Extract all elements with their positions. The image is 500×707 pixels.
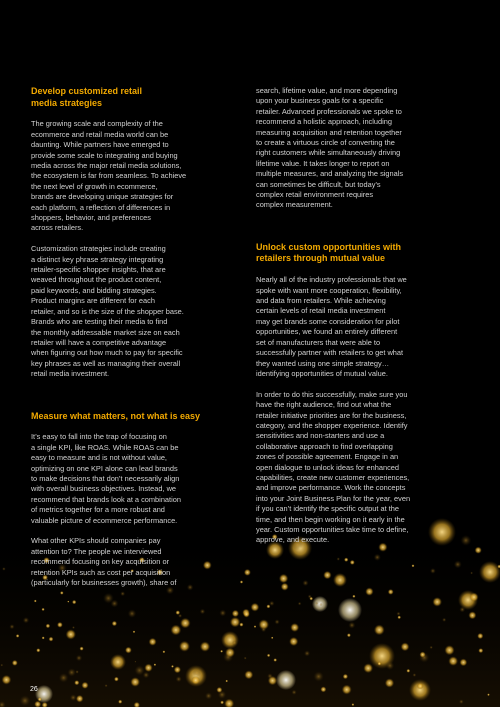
bokeh-light bbox=[430, 646, 433, 649]
bokeh-light bbox=[244, 670, 253, 679]
bokeh-light bbox=[261, 627, 266, 632]
bokeh-light bbox=[128, 609, 137, 618]
bokeh-light bbox=[352, 595, 355, 598]
bokeh-light bbox=[191, 676, 200, 685]
bokeh-light bbox=[343, 674, 348, 679]
bokeh-light bbox=[477, 633, 483, 639]
bokeh-light bbox=[219, 610, 226, 617]
bokeh-light bbox=[432, 597, 442, 607]
bokeh-light bbox=[268, 676, 277, 685]
bokeh-light bbox=[76, 655, 82, 661]
bokeh-light-large bbox=[479, 561, 500, 583]
page-number: 26 bbox=[30, 686, 38, 693]
bokeh-light bbox=[9, 624, 14, 629]
bokeh-light bbox=[251, 603, 260, 612]
bokeh-light bbox=[308, 595, 312, 599]
bokeh-light bbox=[385, 678, 394, 687]
bokeh-light bbox=[298, 602, 302, 606]
bokeh-light bbox=[171, 665, 174, 668]
bokeh-light bbox=[36, 648, 40, 652]
bokeh-light bbox=[289, 637, 298, 646]
bokeh-light-large bbox=[409, 679, 431, 701]
bokeh-light bbox=[143, 672, 150, 679]
bokeh-light bbox=[459, 699, 464, 704]
bokeh-light bbox=[454, 560, 462, 568]
bokeh-light bbox=[347, 633, 351, 637]
bokeh-light bbox=[232, 640, 237, 645]
bokeh-light bbox=[220, 701, 224, 705]
bokeh-light bbox=[114, 677, 119, 682]
bokeh-light bbox=[412, 564, 415, 567]
bokeh-light bbox=[448, 656, 458, 666]
bokeh-light bbox=[76, 695, 84, 703]
bokeh-light-large bbox=[110, 654, 126, 670]
bokeh-light bbox=[67, 601, 69, 603]
bokeh-light bbox=[442, 618, 446, 622]
paragraph-other-kpis: What other KPIs should companies pay attention to? The people we interviewed recommend focusing on key acquisition or retention KPIs such as cost per acquisition (particularly for businesses growth), share of bbox=[31, 536, 177, 588]
bokeh-light bbox=[72, 626, 75, 629]
bokeh-light bbox=[20, 695, 31, 706]
bokeh-light bbox=[244, 569, 251, 576]
heading-unlock-opportunities: Unlock custom opportunities with retailers through mutual value bbox=[256, 241, 402, 264]
bokeh-light bbox=[49, 637, 54, 642]
bokeh-light bbox=[2, 675, 12, 685]
bokeh-light bbox=[315, 602, 318, 605]
bokeh-light bbox=[475, 547, 482, 554]
bokeh-light bbox=[2, 567, 6, 571]
bokeh-light bbox=[218, 691, 226, 699]
bokeh-light-large bbox=[338, 598, 362, 622]
bokeh-light bbox=[144, 664, 152, 672]
bokeh-light bbox=[178, 614, 182, 618]
bokeh-light bbox=[417, 683, 424, 690]
bokeh-light bbox=[352, 703, 355, 706]
bokeh-light bbox=[363, 663, 373, 673]
bokeh-light bbox=[112, 621, 117, 626]
bokeh-light bbox=[267, 654, 270, 657]
bokeh-light bbox=[163, 650, 166, 653]
bokeh-light bbox=[401, 642, 410, 651]
paragraph-customization-strategies: Customization strategies include creating a distinct key phrase strategy integrating retailer-specific shopper insights, that are weaved throughout the product content, paid keywords, and bidding strategies. Product margins are different for each retailer, and so is the size of the shopper base. Brands who are testing their media to find the monthly addressable market size on each retailer will have a competitive advantage when figuring out how much to pay for specific key phrases as well as managing their overall retail media investment. bbox=[31, 244, 184, 379]
bokeh-light bbox=[386, 661, 395, 670]
bokeh-light bbox=[200, 641, 210, 651]
bokeh-light bbox=[342, 685, 352, 695]
bokeh-light bbox=[134, 661, 136, 663]
bokeh-light bbox=[118, 700, 122, 704]
bokeh-light bbox=[72, 600, 76, 604]
bokeh-light bbox=[133, 631, 136, 634]
bokeh-light bbox=[16, 634, 20, 638]
paragraph-right-audience: In order to do this successfully, make sure you have the right audience, find out what the retailer initiative priorities are for the business, category, and the shopper experience. Identify sensitivities and non-starters and use a collaborative approach to find overlapping zones of possible agreement. Engage in an open dialogue to unlock ideas for enhanced capabilities, create new customer experiences, and improve performance. Work the concepts into your Joint Business Plan for the year, even if you can’t identify the specific output at the time, and then begin working on it early in the year. Custom opportunities take time to define, approve, and execute. bbox=[256, 389, 411, 545]
bokeh-light bbox=[59, 673, 69, 683]
bokeh-light bbox=[313, 671, 323, 681]
heading-customized-strategies: Develop customized retail media strategies bbox=[31, 86, 143, 108]
bokeh-light bbox=[275, 619, 280, 624]
bokeh-light bbox=[459, 607, 465, 613]
bokeh-light bbox=[154, 663, 157, 666]
bokeh-light bbox=[232, 610, 239, 617]
bokeh-light bbox=[0, 664, 3, 667]
bokeh-light bbox=[281, 583, 289, 591]
bokeh-light bbox=[397, 616, 401, 620]
right-column bbox=[256, 86, 436, 556]
bokeh-light bbox=[377, 662, 381, 666]
bokeh-light bbox=[365, 587, 373, 595]
bokeh-light-large bbox=[221, 631, 239, 649]
paragraph-single-kpi-trap: It’s easy to fall into the trap of focusing on a single KPI, like ROAS. While ROAS can be easy to measure and is not without value, optimizing on one KPI alone can lead brands to make decisions that don’t necessarily align with overall business objectives. Instead, we recommend that brands look at a combination of metrics together for a more robust and valuable picture of ecommerce performance. bbox=[31, 432, 181, 525]
bokeh-light bbox=[430, 568, 436, 574]
bokeh-light bbox=[413, 673, 417, 677]
bokeh-light bbox=[406, 669, 410, 673]
bokeh-light bbox=[292, 690, 297, 695]
bokeh-light bbox=[470, 572, 473, 575]
bokeh-light bbox=[320, 686, 326, 692]
bokeh-light bbox=[344, 558, 348, 562]
bokeh-light bbox=[225, 648, 235, 658]
bokeh-light bbox=[149, 638, 157, 646]
bokeh-light bbox=[323, 571, 331, 579]
bokeh-light bbox=[220, 650, 223, 653]
bokeh-light-large bbox=[276, 670, 296, 690]
bokeh-light bbox=[388, 589, 394, 595]
bokeh-light bbox=[200, 609, 206, 615]
bokeh-light bbox=[70, 694, 77, 701]
bokeh-light bbox=[337, 557, 340, 560]
bokeh-light bbox=[271, 637, 273, 639]
bokeh-light bbox=[478, 648, 483, 653]
bokeh-light bbox=[66, 629, 76, 639]
bokeh-light-large bbox=[333, 573, 347, 587]
bokeh-light bbox=[34, 600, 37, 603]
bokeh-light bbox=[225, 680, 228, 683]
bokeh-light bbox=[396, 612, 400, 616]
bokeh-light bbox=[374, 625, 385, 636]
bokeh-light bbox=[12, 660, 18, 666]
bokeh-light bbox=[74, 680, 79, 685]
bokeh-light bbox=[279, 574, 288, 583]
bokeh-light bbox=[304, 650, 310, 656]
left-column bbox=[31, 86, 211, 599]
bokeh-light bbox=[23, 617, 29, 623]
bokeh-light bbox=[230, 617, 241, 628]
bokeh-light bbox=[57, 622, 63, 628]
bokeh-light bbox=[254, 625, 257, 628]
bokeh-light bbox=[42, 608, 45, 611]
bokeh-light bbox=[193, 669, 202, 678]
bokeh-light bbox=[240, 580, 243, 583]
bokeh-light bbox=[444, 645, 454, 655]
paragraph-growing-scale: The growing scale and complexity of the ecommerce and retail media world can be daunting. While partners have emerged to provide some scale to integrating and buying media across the major retail media solutions, the ecosystem is far from seamless. To achieve the next level of growth in ecommerce, brands are developing unique strategies for each platform, a reflection of differences in shoppers, behavior, and preferences across retailers. bbox=[31, 119, 187, 233]
bokeh-light bbox=[176, 676, 182, 682]
bokeh-light bbox=[80, 647, 84, 651]
bokeh-light bbox=[130, 677, 140, 687]
bokeh-light bbox=[81, 682, 88, 689]
bokeh-light bbox=[487, 693, 490, 696]
bokeh-light bbox=[269, 601, 274, 606]
bokeh-light bbox=[171, 625, 182, 636]
paragraph-industry-cooperation: Nearly all of the industry professionals that we spoke with want more cooperation, flexibility, and data from retailers. While achieving certain levels of retail media investment may get brands some consideration for pilot opportunities, we found an entirely different set of manufacturers that were able to successfully partner with retailers to get what they wanted using one simple strategy… identifying opportunities of mutual value. bbox=[256, 275, 407, 378]
bokeh-light bbox=[273, 658, 277, 662]
bokeh-light bbox=[468, 611, 476, 619]
bokeh-light bbox=[46, 624, 51, 629]
bokeh-light bbox=[244, 657, 247, 660]
bokeh-light bbox=[174, 666, 181, 673]
bokeh-light bbox=[290, 623, 299, 632]
bokeh-light bbox=[105, 684, 108, 687]
bokeh-light bbox=[348, 622, 355, 629]
bokeh-light bbox=[302, 580, 308, 586]
bokeh-light bbox=[460, 659, 468, 667]
bokeh-light bbox=[420, 652, 426, 658]
bokeh-light bbox=[243, 611, 250, 618]
paragraph-lifetime-value: search, lifetime value, and more depending upon your business goals for a specific retailer. Advanced professionals we spoke to recommend a holistic approach, including measuring acquisition and retention together to create a virtuous circle of converting the right customers while simultaneously driving lifetime value. It takes longer to report on multiple measures, and analyzing the signals can sometimes be difficult, but today’s complex retail environment requires complex measurement. bbox=[256, 86, 404, 210]
bokeh-light bbox=[350, 560, 355, 565]
bokeh-light bbox=[319, 603, 323, 607]
bokeh-light bbox=[469, 593, 478, 602]
bokeh-light bbox=[461, 535, 472, 546]
bokeh-light bbox=[42, 636, 45, 639]
heading-measure-what-matters: Measure what matters, not what is easy bbox=[31, 410, 201, 421]
bokeh-light bbox=[68, 668, 76, 676]
bokeh-light bbox=[125, 647, 132, 654]
bokeh-light bbox=[205, 692, 212, 699]
bokeh-light bbox=[179, 641, 190, 652]
bokeh-light bbox=[180, 618, 191, 629]
